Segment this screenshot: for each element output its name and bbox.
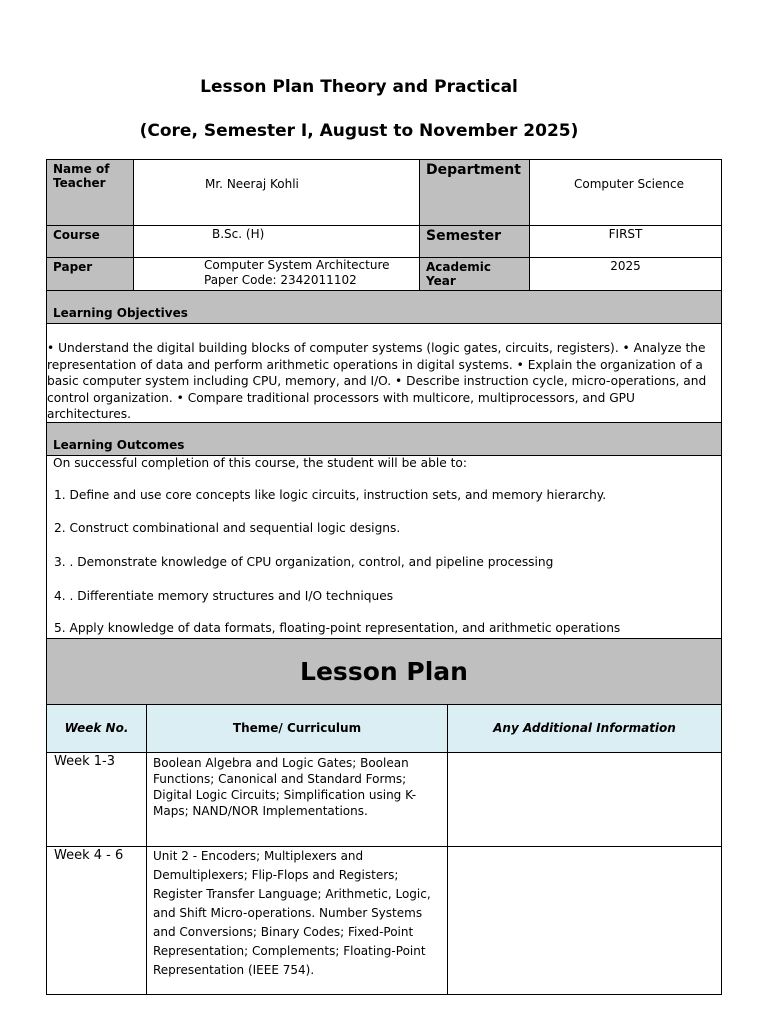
outcome-item-5: 5. Apply knowledge of data formats, floating-point representation, and arithmetic operations — [54, 621, 621, 635]
objectives-body — [46, 323, 722, 423]
course-label-cell — [46, 225, 134, 258]
department-value: Computer Science — [574, 177, 684, 191]
outcome-item-4: 4. . Differentiate memory structures and I/O techniques — [54, 589, 394, 603]
teacher-value-cell — [133, 159, 420, 226]
semester-value: FIRST — [608, 227, 643, 241]
outcome-item-3: 3. . Demonstrate knowledge of CPU organization, control, and pipeline processing — [54, 555, 554, 569]
info-cell-2 — [447, 846, 722, 995]
theme-text-2: Unit 2 - Encoders; Multiplexers and Demultiplexers; Flip-Flops and Registers; Register Transfer Language; Arithmetic, Logic, and Shift Micro-operations. Number Systems and Conversions; Binary Codes; Fixed-Point Representation; Complements; Floating-Point Representation (IEEE 754). — [153, 849, 431, 977]
outcomes-heading: Learning Outcomes — [53, 438, 185, 452]
outcomes-body — [46, 455, 722, 639]
semester-value-cell — [529, 225, 722, 258]
week-cell-2 — [46, 846, 147, 995]
outcomes-heading-cell — [46, 422, 722, 456]
theme-cell-2 — [146, 846, 448, 995]
academic-year-label: Academic Year — [426, 260, 491, 288]
lesson-plan-title: Lesson Plan — [300, 657, 468, 686]
semester-label-cell — [419, 225, 530, 258]
header-week-no: Week No. — [46, 704, 147, 753]
lesson-plan-heading-cell — [46, 638, 722, 705]
paper-label-cell — [46, 257, 134, 291]
outcomes-intro: On successful completion of this course, the student will be able to: — [53, 456, 467, 470]
semester-label: Semester — [426, 228, 502, 244]
teacher-label-cell — [46, 159, 134, 226]
outcome-item-2: 2. Construct combinational and sequential logic designs. — [54, 521, 401, 535]
theme-text-1: Boolean Algebra and Logic Gates; Boolean Functions; Canonical and Standard Forms; Digital Logic Circuits; Simplification using K-Maps; NAND/NOR Implementations. — [153, 756, 417, 818]
academic-year-value: 2025 — [610, 259, 641, 273]
academic-year-value-cell — [529, 257, 722, 291]
objectives-text: • Understand the digital building blocks of computer systems (logic gates, circuits, registers). • Analyze the representation of data and perform arithmetic operations in digital systems. • Explain the organization of a basic computer system including CPU, memory, and I/O. • Describe instruction cycle, micro-operations, and control organization. • Compare traditional processors with multicore, multiprocessors, and GPU architectures. — [47, 341, 707, 421]
department-label-cell — [419, 159, 530, 226]
teacher-label: Name of Teacher — [53, 162, 110, 190]
outcome-item-1: 1. Define and use core concepts like logic circuits, instruction sets, and memory hierarchy. — [54, 488, 607, 502]
course-value-cell — [133, 225, 420, 258]
document-subtitle: (Core, Semester I, August to November 2025) — [139, 121, 579, 141]
week-label-1: Week 1-3 — [54, 754, 115, 769]
info-cell-1 — [447, 752, 722, 847]
course-label: Course — [53, 228, 100, 242]
week-label-2: Week 4 - 6 — [54, 848, 124, 863]
department-label: Department — [426, 162, 521, 178]
week-cell-1 — [46, 752, 147, 847]
department-value-cell — [529, 159, 722, 226]
paper-code: Paper Code: 2342011102 — [204, 273, 357, 287]
theme-cell-1 — [146, 752, 448, 847]
document-title: Lesson Plan Theory and Practical — [200, 77, 518, 97]
paper-value-cell — [133, 257, 420, 291]
academic-year-label-cell — [419, 257, 530, 291]
objectives-heading: Learning Objectives — [53, 306, 188, 320]
header-theme-curriculum: Theme/ Curriculum — [146, 704, 448, 753]
teacher-value: Mr. Neeraj Kohli — [205, 177, 299, 191]
header-additional-info: Any Additional Information — [447, 704, 722, 753]
paper-name: Computer System Architecture — [204, 258, 390, 272]
course-value: B.Sc. (H) — [212, 227, 265, 241]
paper-label: Paper — [53, 260, 93, 274]
objectives-heading-cell — [46, 290, 722, 324]
